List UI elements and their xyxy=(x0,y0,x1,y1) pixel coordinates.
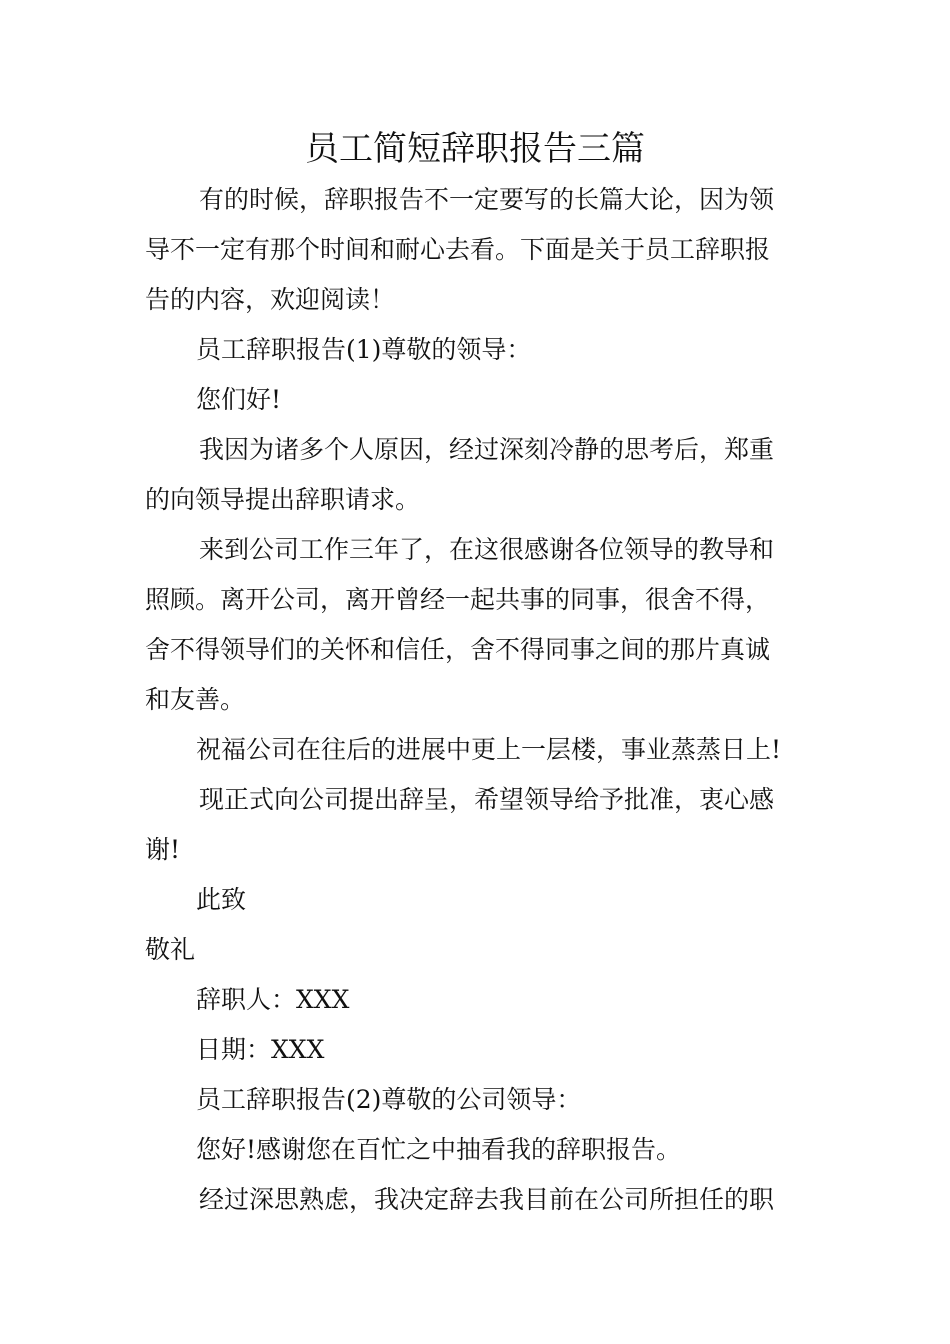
paragraph-line: 我因为诸多个人原因，经过深刻冷静的思考后，郑重 xyxy=(199,435,775,464)
paragraph-line: 导不一定有那个时间和耐心去看。下面是关于员工辞职报 xyxy=(145,235,771,264)
closing-line: 此致 xyxy=(196,885,247,914)
paragraph-line: 现正式向公司提出辞呈，希望领导给予批准，衷心感 xyxy=(199,785,775,814)
paragraph-line: 照顾。离开公司，离开曾经一起共事的同事，很舍不得， xyxy=(145,585,771,614)
date-line: 日期：XXX xyxy=(196,1035,325,1064)
paragraph-line: 祝福公司在往后的进展中更上一层楼，事业蒸蒸日上! xyxy=(196,735,782,764)
paragraph-line: 有的时候，辞职报告不一定要写的长篇大论，因为领 xyxy=(199,185,775,214)
paragraph-line: 来到公司工作三年了，在这很感谢各位领导的教导和 xyxy=(199,535,775,564)
document-title: 员工简短辞职报告三篇 xyxy=(305,129,645,169)
paragraph-line: 的向领导提出辞职请求。 xyxy=(145,485,421,514)
paragraph-line: 谢! xyxy=(145,835,181,864)
paragraph-line: 和友善。 xyxy=(145,685,246,714)
salutation-line: 您们好! xyxy=(196,385,282,414)
signature-line: 辞职人：XXX xyxy=(196,985,350,1014)
paragraph-line: 舍不得领导们的关怀和信任，舍不得同事之间的那片真诚 xyxy=(145,635,771,664)
paragraph-line: 经过深思熟虑，我决定辞去我目前在公司所担任的职 xyxy=(199,1185,775,1214)
paragraph-line: 告的内容，欢迎阅读！ xyxy=(145,285,396,314)
section-heading: 员工辞职报告(2)尊敬的公司领导： xyxy=(196,1085,582,1114)
section-heading: 员工辞职报告(1)尊敬的领导： xyxy=(196,335,532,364)
salutation-line: 您好!感谢您在百忙之中抽看我的辞职报告。 xyxy=(196,1135,682,1164)
closing-line: 敬礼 xyxy=(145,935,196,964)
